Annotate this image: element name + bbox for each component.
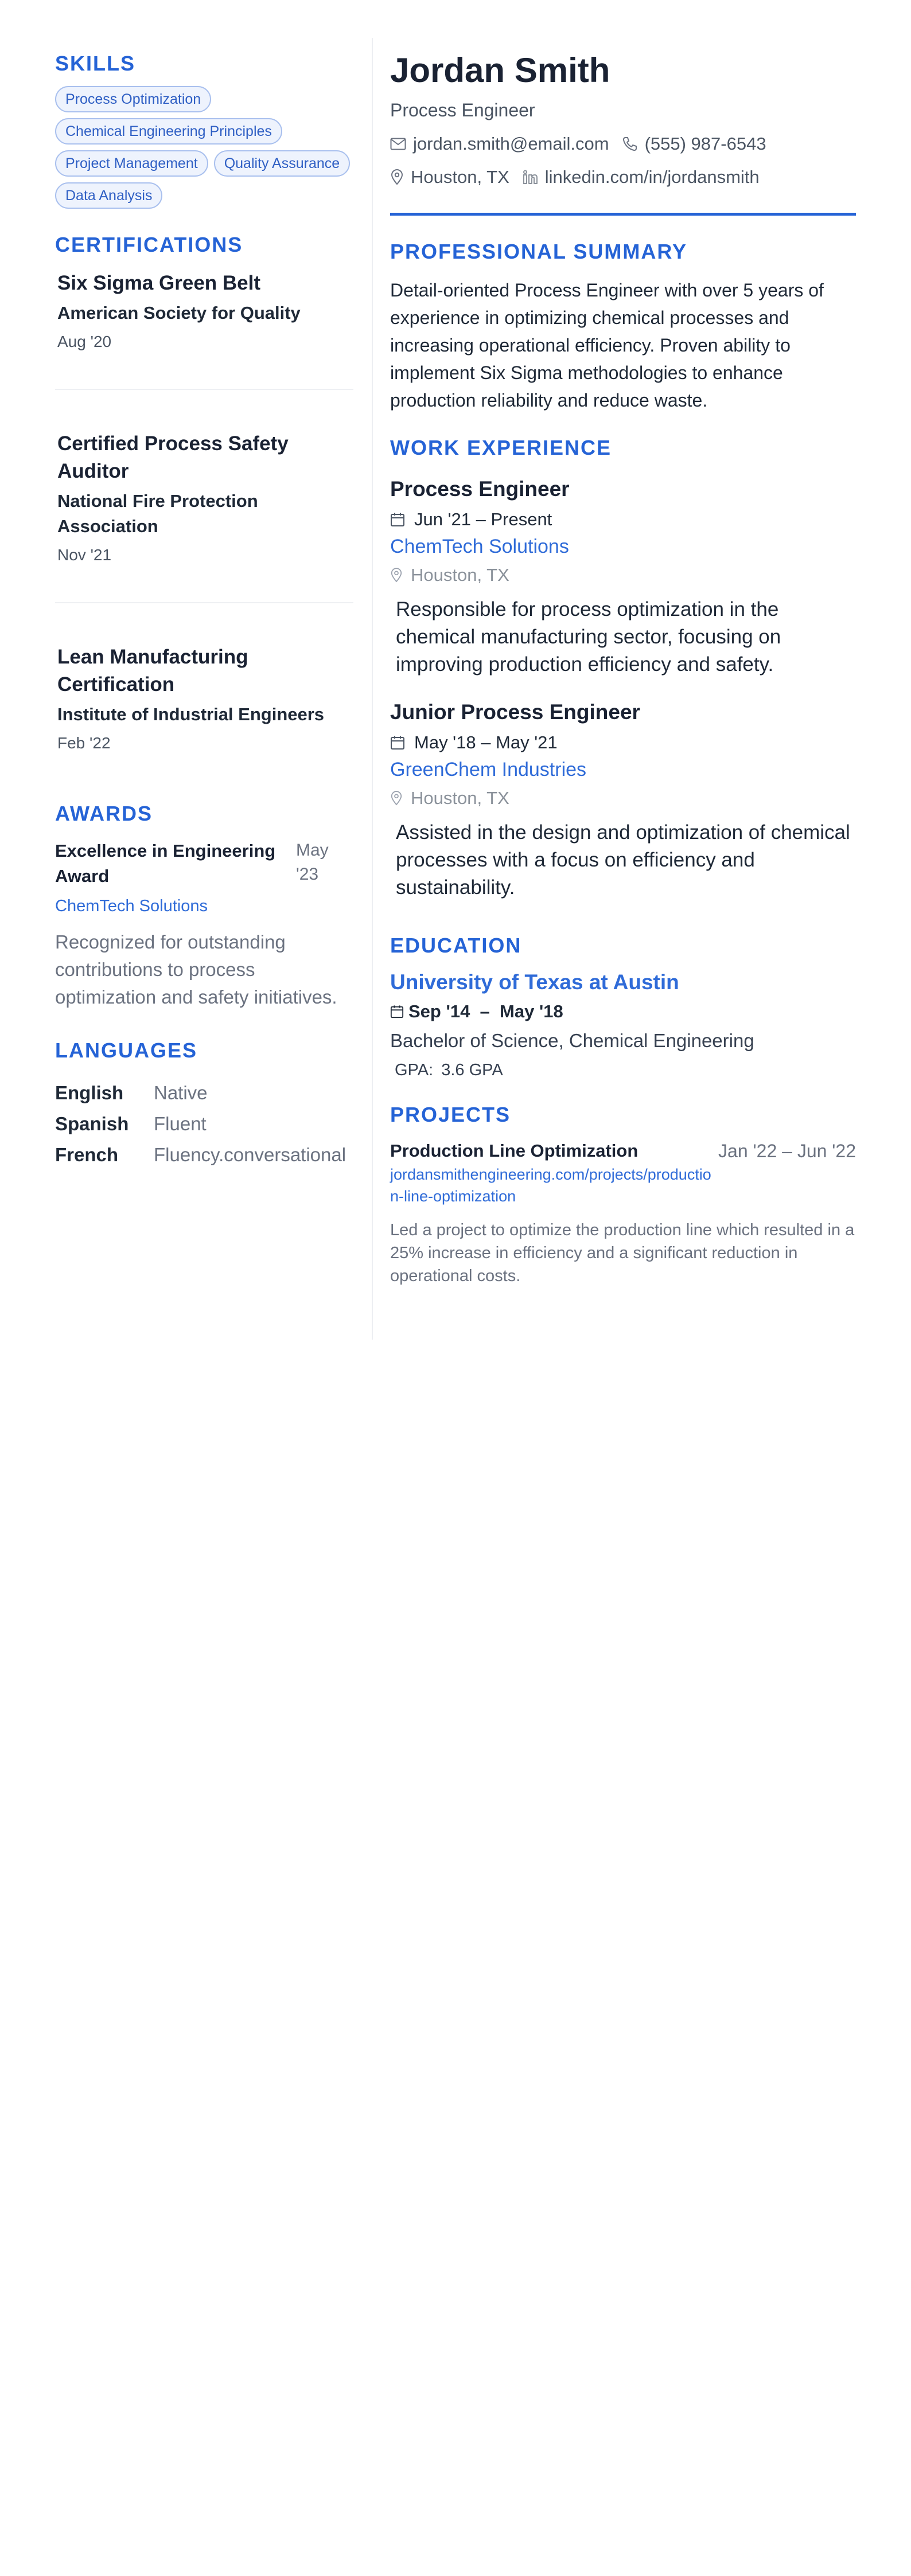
skills-section (55, 52, 353, 209)
mail-icon (390, 138, 406, 150)
education-section (390, 934, 856, 1080)
job-location-text: Houston, TX (411, 788, 509, 808)
projects-section (390, 1103, 856, 1287)
linkedin-text: linkedin.com/in/jordansmith (544, 167, 760, 187)
job-item (390, 698, 856, 901)
awards-section (55, 802, 353, 1011)
candidate-name: Jordan Smith (390, 51, 610, 89)
job-company: GreenChem Industries (390, 759, 587, 780)
project-title: Production Line Optimization (390, 1141, 639, 1161)
skill-pill: Data Analysis (55, 182, 162, 209)
certification-date: Nov '21 (57, 546, 112, 564)
education-school: University of Texas at Austin (390, 970, 679, 994)
projects-title: PROJECTS (390, 1103, 511, 1126)
calendar-icon (390, 735, 405, 750)
phone-contact[interactable] (622, 134, 766, 154)
certifications-title: CERTIFICATIONS (55, 233, 243, 256)
column-divider (372, 38, 373, 1340)
job-title: Process Engineer (390, 477, 570, 501)
skill-pill: Project Management (55, 150, 208, 177)
certifications-section (55, 233, 353, 755)
certification-item (55, 643, 353, 755)
skill-pill: Chemical Engineering Principles (55, 118, 282, 145)
summary-section (390, 240, 856, 414)
project-link[interactable]: jordansmithengineering.com/projects/production-line-optimization (390, 1166, 711, 1205)
project-description: Led a project to optimize the production line which resulted in a 25% increase in efficiency and a significant reduction in operational costs. (390, 1221, 855, 1285)
gpa-value: 3.6 GPA (441, 1061, 503, 1079)
certification-title: Lean Manufacturing Certification (57, 646, 248, 696)
award-item (55, 838, 353, 1011)
language-name: Spanish (55, 1113, 129, 1134)
job-dates (390, 509, 856, 530)
certification-org: National Fire Protection Association (57, 491, 258, 536)
header-divider (390, 213, 856, 216)
linkedin-contact[interactable] (522, 167, 760, 188)
experience-section (390, 436, 856, 901)
location-icon (390, 568, 403, 583)
skill-pill: Process Optimization (55, 86, 211, 112)
contact-row (390, 134, 856, 154)
linkedin-icon (522, 169, 538, 185)
email-contact[interactable] (390, 134, 609, 154)
phone-icon (622, 136, 638, 152)
language-level: Fluent (154, 1113, 207, 1134)
language-row (55, 1109, 353, 1139)
calendar-icon (390, 512, 405, 527)
summary-text: Detail-oriented Process Engineer with over 5 years of experience in optimizing chemical processes and increasing operational efficiency. Proven ability to implement Six Sigma methodologies to enhance production reliability and reduce waste. (390, 280, 824, 411)
languages-section (55, 1039, 353, 1170)
certification-org: Institute of Industrial Engineers (57, 704, 325, 724)
certification-title: Certified Process Safety Auditor (57, 432, 289, 482)
summary-title: PROFESSIONAL SUMMARY (390, 240, 688, 263)
education-gpa (390, 1061, 856, 1080)
job-dates (390, 732, 856, 753)
job-location (390, 788, 856, 809)
phone-text: (555) 987-6543 (644, 134, 766, 154)
award-description: Recognized for outstanding contributions to process optimization and safety initiatives. (55, 931, 337, 1008)
job-title: Junior Process Engineer (390, 700, 640, 724)
certification-divider (55, 602, 353, 603)
email-text: jordan.smith@email.com (413, 134, 609, 154)
job-location-text: Houston, TX (411, 565, 509, 585)
language-row (55, 1139, 353, 1170)
skills-list (55, 86, 353, 209)
job-description: Responsible for process optimization in the chemical manufacturing sector, focusing on improving production efficiency and safety. (396, 598, 781, 676)
awards-title: AWARDS (55, 802, 153, 825)
experience-title: WORK EXPERIENCE (390, 436, 612, 459)
location-icon (390, 791, 403, 806)
language-row (55, 1078, 353, 1109)
job-description: Assisted in the design and optimization of chemical processes with a focus on efficiency and sustainability. (396, 821, 850, 899)
job-item (390, 475, 856, 678)
candidate-role: Process Engineer (390, 100, 535, 120)
award-org: ChemTech Solutions (55, 897, 208, 915)
location-contact (390, 167, 509, 188)
calendar-icon (390, 1005, 404, 1018)
job-company: ChemTech Solutions (390, 536, 569, 557)
right-column (390, 50, 856, 1287)
certification-item (55, 430, 353, 567)
project-item (390, 1141, 856, 1287)
certification-title: Six Sigma Green Belt (57, 272, 261, 294)
education-title: EDUCATION (390, 934, 522, 957)
skills-title: SKILLS (55, 52, 136, 75)
education-dates-text: Sep '14 – May '18 (408, 1001, 563, 1021)
header (390, 50, 856, 216)
job-dates-text: Jun '21 – Present (414, 509, 552, 529)
award-date: May '23 (296, 841, 329, 884)
language-level: Native (154, 1082, 208, 1103)
certification-org: American Society for Quality (57, 303, 301, 323)
language-level: Fluency.conversational (154, 1144, 347, 1165)
education-dates (390, 1001, 856, 1022)
gpa-label: GPA: (395, 1061, 434, 1079)
certification-item (55, 270, 353, 353)
language-name: French (55, 1144, 119, 1165)
skill-pill: Quality Assurance (214, 150, 351, 177)
job-location (390, 565, 856, 586)
language-name: English (55, 1082, 124, 1103)
certification-date: Aug '20 (57, 333, 112, 350)
left-column (55, 52, 353, 1170)
location-icon (390, 169, 404, 185)
contact-row-2 (390, 167, 856, 188)
job-dates-text: May '18 – May '21 (414, 732, 558, 752)
award-title: Excellence in Engineering Award (55, 841, 276, 886)
location-text: Houston, TX (411, 167, 509, 187)
certification-divider (55, 389, 353, 390)
project-dates: Jan '22 – Jun '22 (718, 1141, 856, 1161)
education-degree: Bachelor of Science, Chemical Engineering (390, 1030, 754, 1051)
certification-date: Feb '22 (57, 734, 111, 752)
languages-title: LANGUAGES (55, 1039, 198, 1062)
